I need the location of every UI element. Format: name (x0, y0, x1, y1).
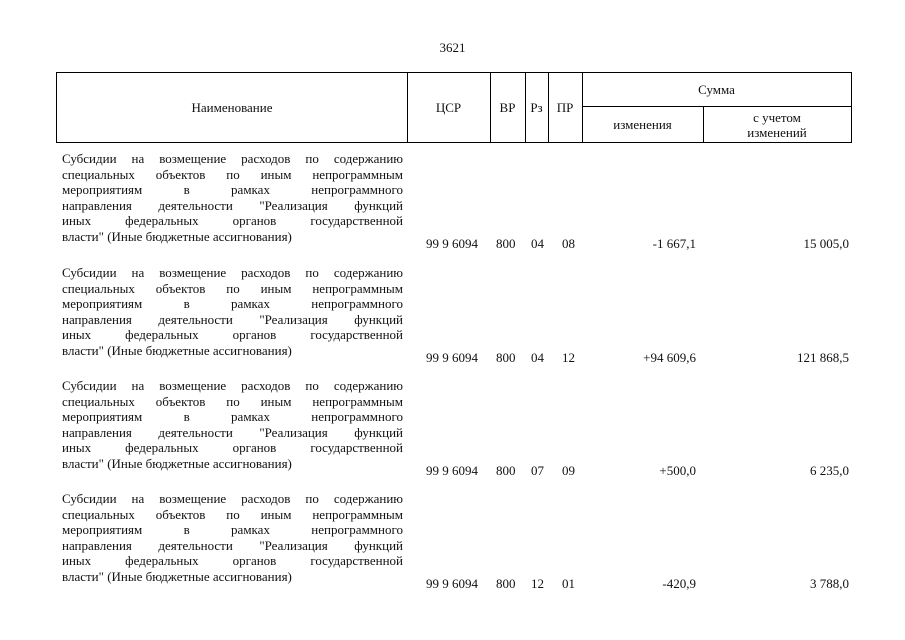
row-pr: 01 (562, 575, 575, 591)
row-change: -1 667,1 (652, 235, 696, 251)
row-csr: 99 9 6094 (426, 575, 478, 591)
table-row (62, 378, 852, 478)
row-rz: 07 (531, 462, 544, 478)
row-pr: 12 (562, 349, 575, 365)
row-vr: 800 (496, 235, 516, 251)
row-pr: 09 (562, 462, 575, 478)
header-csr: ЦСР (435, 99, 462, 115)
row-name-line: Субсидии на возмещение расходов по содержанию (62, 378, 403, 393)
row-name-line: мероприятиям в рамках непрограммного (62, 296, 403, 311)
row-name-line: направления деятельности "Реализация функций (62, 537, 403, 553)
row-total: 3 788,0 (810, 575, 849, 591)
header-rz: Рз (530, 99, 543, 115)
row-name-line: мероприятиям в рамках непрограммного (62, 182, 403, 197)
row-name-line: специальных объектов по иным непрограммным (62, 506, 403, 522)
header-with-changes-line1: с учетом (753, 109, 801, 125)
row-change: -420,9 (662, 575, 696, 591)
header-with-changes (703, 107, 851, 142)
row-total: 121 868,5 (797, 349, 849, 365)
row-name-line: иных федеральных органов государственной (62, 553, 403, 568)
row-rz: 04 (531, 349, 544, 365)
row-change: +500,0 (659, 462, 696, 478)
row-rz: 12 (531, 575, 544, 591)
header-sum: Сумма (698, 81, 735, 97)
header-vr: ВР (499, 99, 516, 115)
row-name-line: направления деятельности "Реализация функций (62, 197, 403, 213)
row-change: +94 609,6 (643, 349, 696, 365)
row-name-line: направления деятельности "Реализация функций (62, 424, 403, 440)
table-row (62, 265, 852, 365)
row-name (62, 265, 403, 358)
row-name-line: мероприятиям в рамках непрограммного (62, 522, 403, 537)
row-name-line: специальных объектов по иным непрограммным (62, 280, 403, 296)
row-name-line: Субсидии на возмещение расходов по содержанию (62, 151, 403, 166)
table-header (56, 72, 852, 143)
row-name-line: мероприятиям в рамках непрограммного (62, 409, 403, 424)
row-name (62, 378, 403, 471)
header-with-changes-line2: изменений (747, 124, 807, 140)
row-name-line: Субсидии на возмещение расходов по содержанию (62, 491, 403, 506)
row-vr: 800 (496, 462, 516, 478)
table-row (62, 491, 852, 591)
row-name-line: Субсидии на возмещение расходов по содержанию (62, 265, 403, 280)
row-name-line: иных федеральных органов государственной (62, 327, 403, 342)
row-name (62, 151, 403, 244)
row-name-line: иных федеральных органов государственной (62, 440, 403, 455)
row-name-line: власти" (Иные бюджетные ассигнования) (62, 568, 292, 584)
row-name (62, 491, 403, 584)
table-row (62, 151, 852, 251)
row-name-line: власти" (Иные бюджетные ассигнования) (62, 342, 292, 358)
row-csr: 99 9 6094 (426, 235, 478, 251)
row-name-line: специальных объектов по иным непрограммным (62, 166, 403, 182)
row-name-line: власти" (Иные бюджетные ассигнования) (62, 228, 292, 244)
row-csr: 99 9 6094 (426, 349, 478, 365)
row-name-line: направления деятельности "Реализация функций (62, 311, 403, 327)
header-name: Наименование (191, 99, 273, 115)
row-name-line: иных федеральных органов государственной (62, 213, 403, 228)
row-name-line: власти" (Иные бюджетные ассигнования) (62, 455, 292, 471)
row-csr: 99 9 6094 (426, 462, 478, 478)
row-total: 6 235,0 (810, 462, 849, 478)
header-change: изменения (613, 116, 672, 132)
row-total: 15 005,0 (803, 235, 849, 251)
header-pr: ПР (556, 99, 574, 115)
row-vr: 800 (496, 575, 516, 591)
row-name-line: специальных объектов по иным непрограммным (62, 393, 403, 409)
row-pr: 08 (562, 235, 575, 251)
page-number: 3621 (439, 40, 466, 55)
row-vr: 800 (496, 349, 516, 365)
row-rz: 04 (531, 235, 544, 251)
